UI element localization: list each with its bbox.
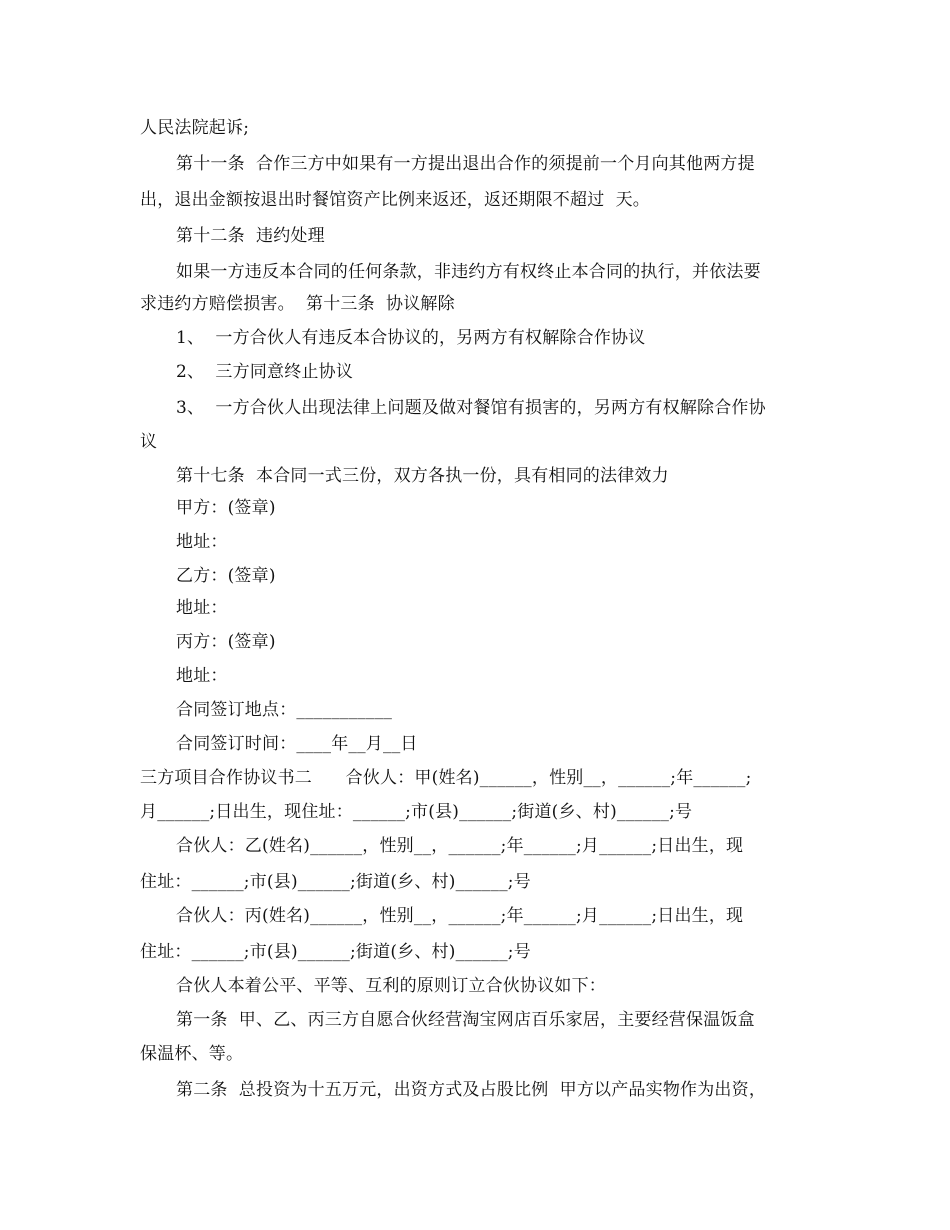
article-17-line: 第十七条 本合同一式三份，双方各执一份，具有相同的法律效力 [176, 466, 669, 486]
party-a-signature: 甲方：(签章) [176, 498, 276, 518]
party-b-address: 地址： [176, 598, 228, 618]
paragraph-line: 住址：______;市(县)______;街道(乡、村)______;号 [140, 872, 531, 892]
party-c-signature: 丙方：(签章) [176, 632, 276, 652]
party-b-signature: 乙方：(签章) [176, 566, 276, 586]
principle-line: 合伙人本着公平、平等、互利的原则订立合伙协议如下： [176, 976, 606, 996]
list-item-2: 2、 三方同意终止协议 [176, 362, 354, 382]
party-a-address: 地址： [176, 532, 228, 552]
signing-date: 合同签订时间：____年__月__日 [176, 734, 418, 754]
party-c-address: 地址： [176, 666, 228, 686]
paragraph-line: 如果一方违反本合同的任何条款，非违约方有权终止本合同的执行，并依法要 [176, 262, 761, 282]
paragraph-line: 议 [140, 432, 158, 452]
paragraph-line: 住址：______;市(县)______;街道(乡、村)______;号 [140, 942, 531, 962]
agreement-two-heading: 三方项目合作协议书二 合伙人：甲(姓名)______，性别__，______;年______; [140, 768, 752, 788]
paragraph-line: 人民法院起诉; [140, 118, 250, 138]
partner-c-line: 合伙人：丙(姓名)______，性别__，______;年______;月______;日出生，现 [176, 906, 744, 926]
list-item-1: 1、 一方合伙人有违反本合协议的，另两方有权解除合作协议 [176, 328, 646, 348]
article-1-line: 第一条 甲、乙、丙三方自愿合伙经营淘宝网店百乐家居，主要经营保温饭盒 [176, 1010, 755, 1030]
paragraph-line: 月______;日出生，现住址：______;市(县)______;街道(乡、村)______;号 [140, 802, 693, 822]
list-item-3: 3、 一方合伙人出现法律上问题及做对餐馆有损害的，另两方有权解除合作协 [176, 398, 766, 418]
signing-place: 合同签订地点：___________ [176, 700, 393, 720]
article-13-heading: 求违约方赔偿损害。 第十三条 协议解除 [140, 294, 455, 314]
paragraph-line: 出，退出金额按退出时餐馆资产比例来返还，返还期限不超过 天。 [140, 190, 651, 210]
article-12-heading: 第十二条 违约处理 [176, 226, 325, 246]
partner-b-line: 合伙人：乙(姓名)______，性别__，______;年______;月______;日出生，现 [176, 836, 744, 856]
article-11-line: 第十一条 合作三方中如果有一方提出退出合作的须提前一个月向其他两方提 [176, 154, 755, 174]
paragraph-line: 保温杯、等。 [140, 1044, 244, 1064]
article-2-line: 第二条 总投资为十五万元，出资方式及占股比例 甲方以产品实物作为出资， [176, 1080, 767, 1100]
